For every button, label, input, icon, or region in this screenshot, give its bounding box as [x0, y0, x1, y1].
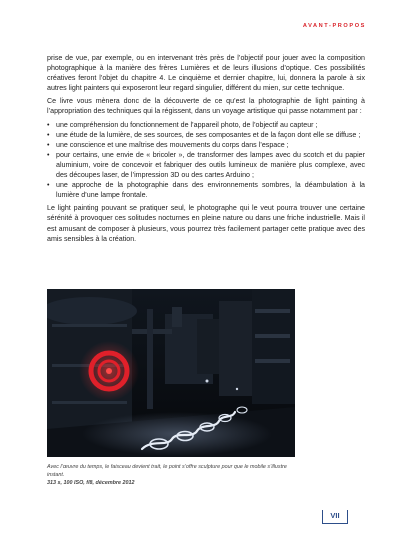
light-painting-photo — [47, 289, 295, 457]
list-item-text: une conscience et une maîtrise des mouvements du corps dans l’espace ; — [56, 140, 289, 149]
list-item-text: pour certains, une envie de « bricoler », de transformer des lampes avec du scotch et du papier aluminium, voire de concevoir et fabriquer des outils lumineux de manière plus complexe, avec des découpes laser, de l’impression 3D ou des cartes Arduino ; — [56, 150, 365, 180]
list-item — [47, 150, 365, 180]
caption-text: Avec l’œuvre du temps, le faisceau devient trait, le point s’offre sculpture pour que le mobile s’illustre instant. — [47, 464, 287, 478]
list-item — [47, 180, 365, 200]
bullet-icon: • — [47, 150, 50, 159]
main-text — [47, 53, 365, 247]
caption-meta: 313 s, 100 ISO, f/8, décembre 2012 — [47, 480, 135, 487]
paragraph-intro: prise de vue, par exemple, ou en intervenant très près de l’objectif pour jouer avec la composition photographique à la manière des frères Lumières et de leurs illusions d’optique. Ces possibilités créatives feront l’objet du chapitre 4. Le cinquième et dernier chapitre, lui, donnera la parole à six autres light painters qui exposeront leur regard singulier, différent du mien, sur cette technique. — [47, 54, 365, 93]
list-item-text: une compréhension du fonctionnement de l’appareil photo, de l’objectif au capteur ; — [56, 120, 318, 129]
paragraph-closing: Le light painting pouvant se pratiquer seul, le photographe qui le veut pourra trouver une certaine sérénité à provoquer ces solitudes nocturnes en pleine nature ou dans une friche industrielle. Mais il est amusant de composer à plusieurs, vous pourrez très facilement partager cette pratique avec des amis sensibles à la création. — [47, 204, 365, 243]
journey-list — [47, 120, 365, 201]
list-item — [47, 140, 365, 150]
bullet-icon: • — [47, 130, 50, 139]
bullet-icon: • — [47, 181, 50, 190]
section-header: AVANT-PROPOS — [302, 23, 366, 29]
bullet-icon: • — [47, 120, 50, 129]
photo-caption — [47, 464, 297, 488]
bullet-icon: • — [47, 140, 50, 149]
paragraph-journey: Ce livre vous mènera donc de la découverte de ce qu’est la photographie de light painting à l’appropriation des techniques qui la régissent, dans un voyage artistique qui passe notamment par : — [47, 97, 365, 116]
list-item-text: une étude de la lumière, de ses sources, de ses composantes et de la façon dont elle se diffuse ; — [56, 130, 361, 139]
list-item — [47, 120, 365, 130]
list-item — [47, 130, 365, 140]
list-item-text: une approche de la photographie dans des environnements sombres, la déambulation à la lumière d’une lampe frontale. — [56, 181, 365, 200]
page-number: VII — [322, 510, 348, 524]
